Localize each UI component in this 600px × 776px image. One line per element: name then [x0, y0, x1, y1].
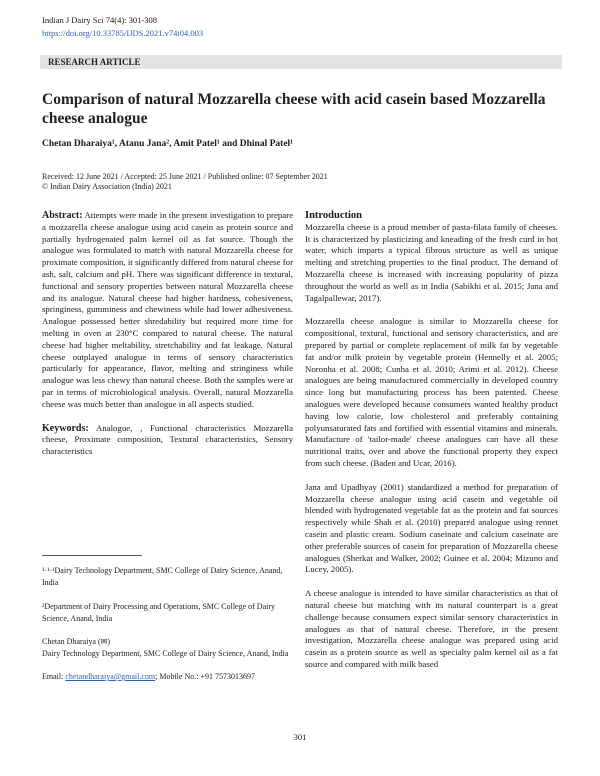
corresponding-affiliation: Dairy Technology Department, SMC College of Dairy Science, Anand, India — [42, 649, 289, 658]
email-label: Email: — [42, 672, 64, 681]
keywords-label: Keywords: — [42, 422, 89, 434]
intro-paragraph-2: Mozzarella cheese analogue is similar to Mozzarella cheese for compositional, textural, functional and sensory characteristics, and are prepared by partial or complete replacement of milk fat by vegetable fat and/or milk protein by vegetable protein (Hennelly et al. 2005; Noronha et al. 2008; Cunha et al. 2010; Arimi et al. 2012). Cheese analogues are being manufactured commercially in developed country since long but manufacturing process has been patented. Cheese analogues were developed because consumers wanted healthy product having low calorie, low cholesterol and preferably containing polyunsaturated fats and fortified with essential vitamins and minerals. Manufacture of 'tailor-made' cheese analogues can have all these nutritional traits, over and above the functional property they expect from such cheese. (Baden and Ucar, 2016). — [305, 316, 558, 468]
journal-citation: Indian J Dairy Sci 74(4): 301-308 — [42, 15, 157, 25]
abstract-label: Abstract: — [42, 210, 83, 221]
introduction-column — [305, 210, 558, 671]
abstract-text: Attempts were made in the present investigation to prepare a mozzarella cheese analogue using acid casein as protein source and partially hydrogenated palm kernel oil as fat source. Though the analogue was formulated to match with natural Mozzarella cheese for proximate composition, it significantly differed from natural cheese for ash, salt, calcium and pH. There was significant difference in textural, functional and sensory properties between natural Mozzarella cheese and its analogue. Natural cheese had higher hardness, cohesiveness, springiness, gumminess and chewiness while had lower adhesiveness. Analogue possessed better shredability but required more time for melting in oven at 230°C compared to natural cheese. The natural cheese had higher meltability, stretchability and fat leakage. Natural cheese outplayed analogue in terms of sensory characteristics particularly for appearance, flavor, melting and stringiness while analogue was less chewy than natural cheese. Both the samples were at par in terms of microbiological analysis. Overall, natural Mozzarella cheese was much better than analogue in all aspects studied. — [42, 210, 294, 409]
introduction-heading: Introduction — [305, 210, 362, 221]
affiliation-2: ²Department of Dairy Processing and Operations, SMC College of Dairy Science, Anand, India — [42, 602, 276, 623]
corresponding-author: Chetan Dharaiya (✉) — [42, 637, 111, 646]
keywords-paragraph — [42, 423, 293, 458]
footnote-divider — [42, 555, 142, 556]
section-label: RESEARCH ARTICLE — [48, 57, 141, 67]
doi-link[interactable]: https://doi.org/10.33785/IJDS.2021.v74i04.003 — [42, 28, 204, 38]
publication-dates: Received: 12 June 2021 / Accepted: 25 June 2021 / Published online: 07 September 2021 — [42, 172, 328, 181]
mobile-text: ; Mobile No.: +91 7573013697 — [155, 672, 255, 681]
contact-line — [42, 671, 292, 683]
page-number: 301 — [293, 732, 307, 742]
email-link[interactable]: chetandharaiya@gmail.com — [65, 672, 156, 681]
affiliation-1: ¹·¹·¹Dairy Technology Department, SMC College of Dairy Science, Anand, India — [42, 566, 283, 587]
intro-paragraph-4: A cheese analogue is intended to have similar characteristics as that of natural cheese but matching with its natural counterpart is a great challenge because consumers expect similar sensory characteristics in analogues as that of natural cheese. Therefore, in the present investigation, Mozzarella cheese analogue was prepared using acid casein as a protein source as well as specialty palm kernel oil as a fat source and compared with milk based — [305, 588, 558, 669]
copyright-line: © Indian Dairy Association (India) 2021 — [42, 182, 172, 191]
intro-paragraph-3: Jana and Upadhyay (2001) standardized a method for preparation of Mozzarella cheese analogue using acid casein and vegetable oil blended with hydrogenated vegetable fat as the protein and fat sources respectively while Shah et al. (2010) prepared analogue using rennet casein and plastic cream. Sodium caseinate and calcium caseinate are other preferable sources of casein for preparation of Mozzarella cheese analogues (Sherkat and Walker, 2002; Guinee et al. 2004; Mizuno and Lucey, 2005). — [305, 481, 558, 575]
intro-paragraph-1: Mozzarella cheese is a proud member of pasta-filata family of cheeses. It is characterized by plasticizing and kneading of the fresh curd in hot water, which imparts a typical fibrous structure as well as unique melting and stretching properties to the final product. The demand of Mozzarella cheese is increased with increasing popularity of pizza throughout the world as well as in India (Sabikhi et al. 2015; Jana and Tagalpallewar, 2017). — [305, 221, 558, 303]
article-title: Comparison of natural Mozzarella cheese with acid casein based Mozzarella cheese analogue — [42, 91, 546, 127]
keywords-text: Analogue, , Functional characteristics Mozzarella cheese, Proximate composition, Textural characteristics, Sensory characteristics — [42, 422, 294, 457]
author-list: Chetan Dharaiya¹, Atanu Jana², Amit Patel¹ and Dhinal Patel¹ — [42, 139, 294, 149]
abstract-paragraph — [42, 210, 293, 411]
abstract-column — [42, 210, 293, 458]
